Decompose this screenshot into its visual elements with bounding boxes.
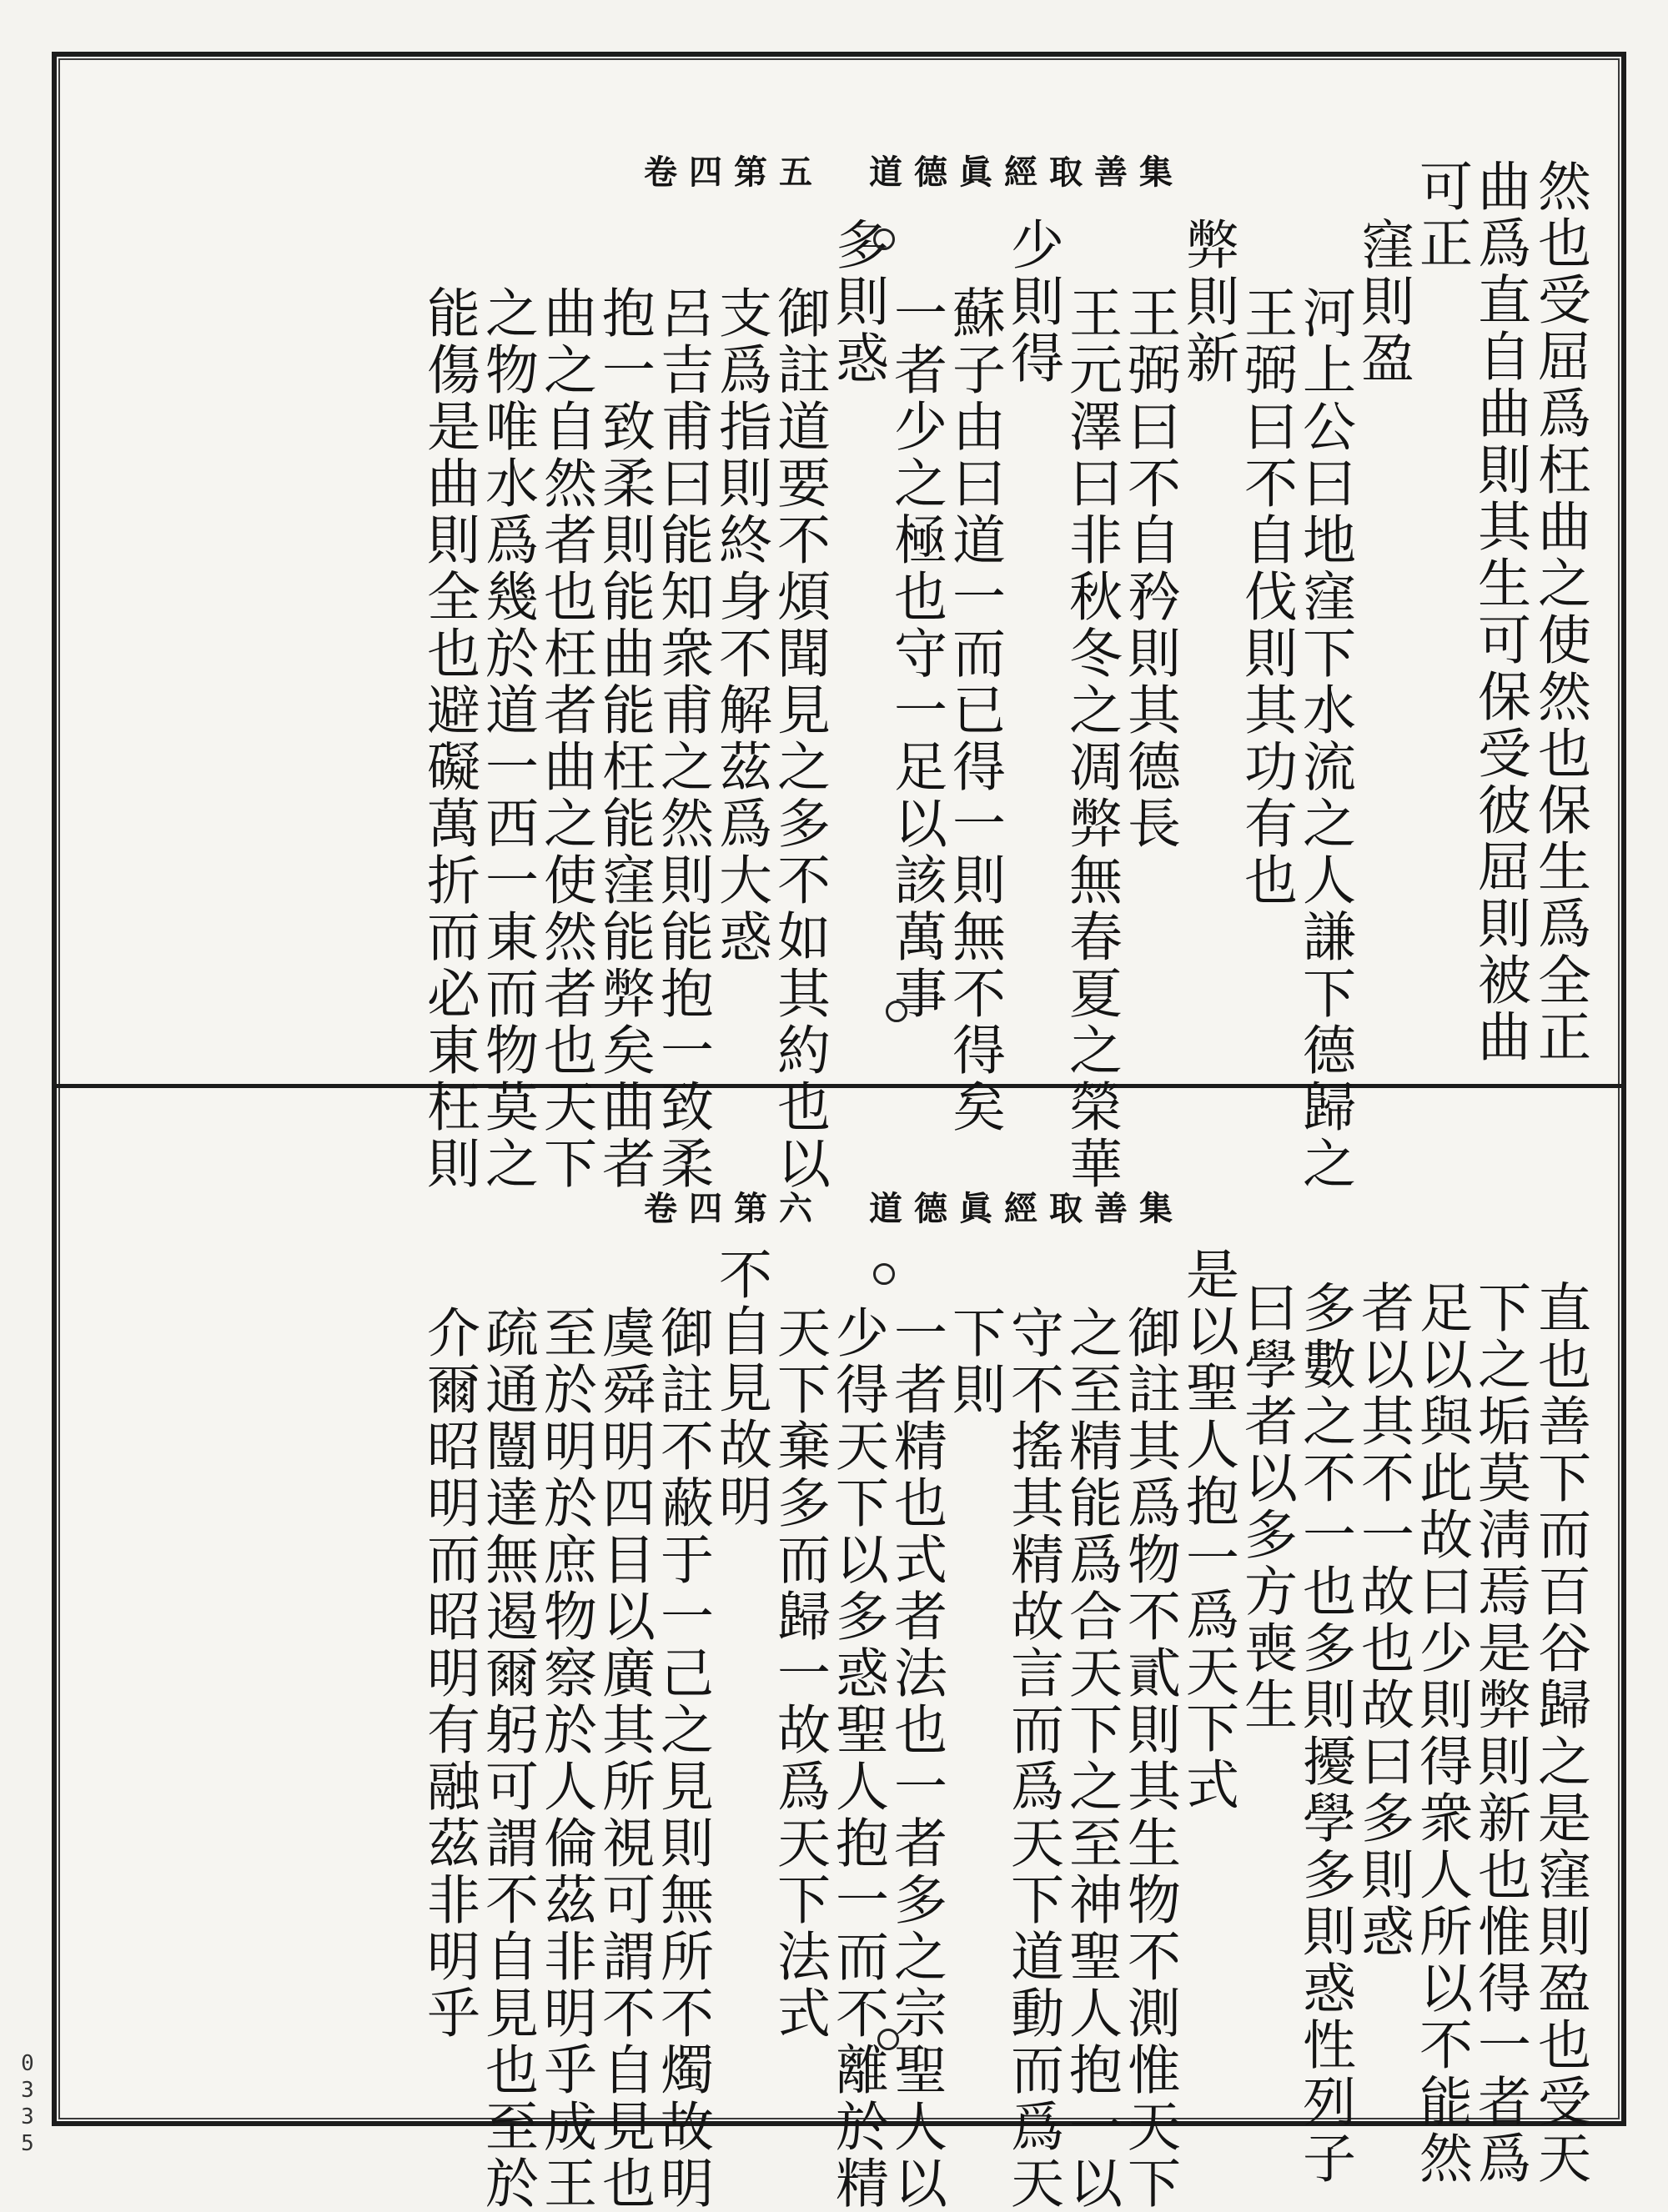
lower-column-4: 者以其不一故也故曰多則惑	[1352, 1280, 1414, 1960]
upper-header-volume: 卷四第五	[644, 153, 824, 192]
lower-column-5: 多數之不一也多則擾學多則惑性列子	[1294, 1280, 1355, 2187]
upper-column-7: 弊則新	[1177, 217, 1238, 387]
upper-header-title: 道德眞經取善集	[869, 153, 1184, 192]
upper-column-1: 然也受屈爲枉曲之使然也保生爲全正	[1529, 158, 1590, 1066]
upper-column-8: 王弼曰不自矜則其德長	[1118, 285, 1180, 852]
upper-column-15: 支爲指則終身不解茲爲大惑	[710, 285, 771, 966]
lower-column-16: 御註不蔽于一己之見則無所不燭故明	[651, 1305, 713, 2212]
upper-column-14: 御註道要不煩聞見之多不如其約也以	[768, 285, 830, 1192]
lower-column-19: 疏通闓達無遏爾躬可謂不自見也至於	[476, 1305, 538, 2212]
upper-column-4: 窪則盈	[1352, 217, 1414, 387]
upper-column-9: 王元澤曰非秋冬之凋弊無春夏之榮華	[1060, 285, 1122, 1192]
lower-column-14: 天下棄多而歸一故爲天下法式	[768, 1305, 830, 2042]
upper-column-2: 曲爲直自曲則其生可保受彼屈則被曲	[1469, 158, 1530, 1066]
upper-column-17: 抱一致柔則能曲能枉能窪能弊矣曲者	[593, 285, 655, 1192]
upper-page	[52, 52, 1626, 1192]
lower-column-18: 至於明於庶物察於人倫茲非明乎成王	[535, 1305, 596, 2212]
lower-column-7: 是以聖人抱一爲天下式	[1177, 1246, 1238, 1813]
lower-column-17: 虞舜明四目以廣其所視可謂不自見也	[593, 1305, 655, 2212]
punctuation-circle	[873, 1263, 895, 1285]
upper-column-5: 河上公曰地窪下水流之人謙下德歸之	[1294, 285, 1355, 1192]
lower-column-12: 一者精也式者法也一者多之宗聖人以	[885, 1305, 947, 2212]
upper-column-6: 王弼曰不自伐則其功有也	[1235, 285, 1297, 909]
lower-column-20: 介爾昭明而昭明有融茲非明乎	[418, 1305, 480, 2042]
punctuation-circle	[886, 1001, 907, 1022]
lower-column-9: 之至精能爲合天下之至神聖人抱一以	[1060, 1305, 1122, 2212]
punctuation-circle	[877, 2029, 899, 2050]
upper-column-11: 蘇子由曰道一而已得一則無不得矣	[943, 285, 1005, 1136]
upper-column-16: 呂吉甫曰能知衆甫之然則能抱一致柔	[651, 285, 713, 1192]
lower-column-2: 下之垢莫淸焉是弊則新也惟得一者爲	[1469, 1280, 1530, 2187]
lower-column-11: 下則	[943, 1305, 1005, 1418]
lower-column-1: 直也善下而百谷歸之是窪則盈也受天	[1529, 1280, 1590, 2187]
lower-column-3: 足以與此故曰少則得衆人所以不能然	[1410, 1280, 1472, 2187]
upper-column-3: 可正	[1410, 158, 1472, 272]
punctuation-circle	[873, 228, 895, 250]
upper-column-12: 一者少之極也守一足以該萬事	[885, 285, 947, 1022]
lower-page	[52, 1088, 1626, 2212]
upper-column-18: 曲之自然者也枉者曲之使然者也天下	[535, 285, 596, 1192]
upper-column-13: 多則惑	[826, 217, 888, 387]
lower-column-13: 少得天下以多惑聖人抱一而不離於精	[826, 1305, 888, 2212]
lower-header-title: 道德眞經取善集	[869, 1189, 1184, 1228]
lower-column-15: 不自見故明	[710, 1246, 771, 1530]
upper-column-10: 少則得	[1002, 217, 1063, 387]
lower-column-8: 御註其爲物不貳則其生物不測惟天下	[1118, 1305, 1180, 2212]
page-number: 0335	[15, 2051, 40, 2158]
lower-header-volume: 卷四第六	[644, 1189, 824, 1228]
upper-column-20: 能傷是曲則全也避礙萬折而必東枉則	[418, 285, 480, 1192]
lower-column-6: 曰學者以多方喪生	[1235, 1280, 1297, 1733]
lower-column-10: 守不搖其精故言而爲天下道動而爲天	[1002, 1305, 1063, 2212]
upper-column-19: 之物唯水爲幾於道一西一東而物莫之	[476, 285, 538, 1192]
